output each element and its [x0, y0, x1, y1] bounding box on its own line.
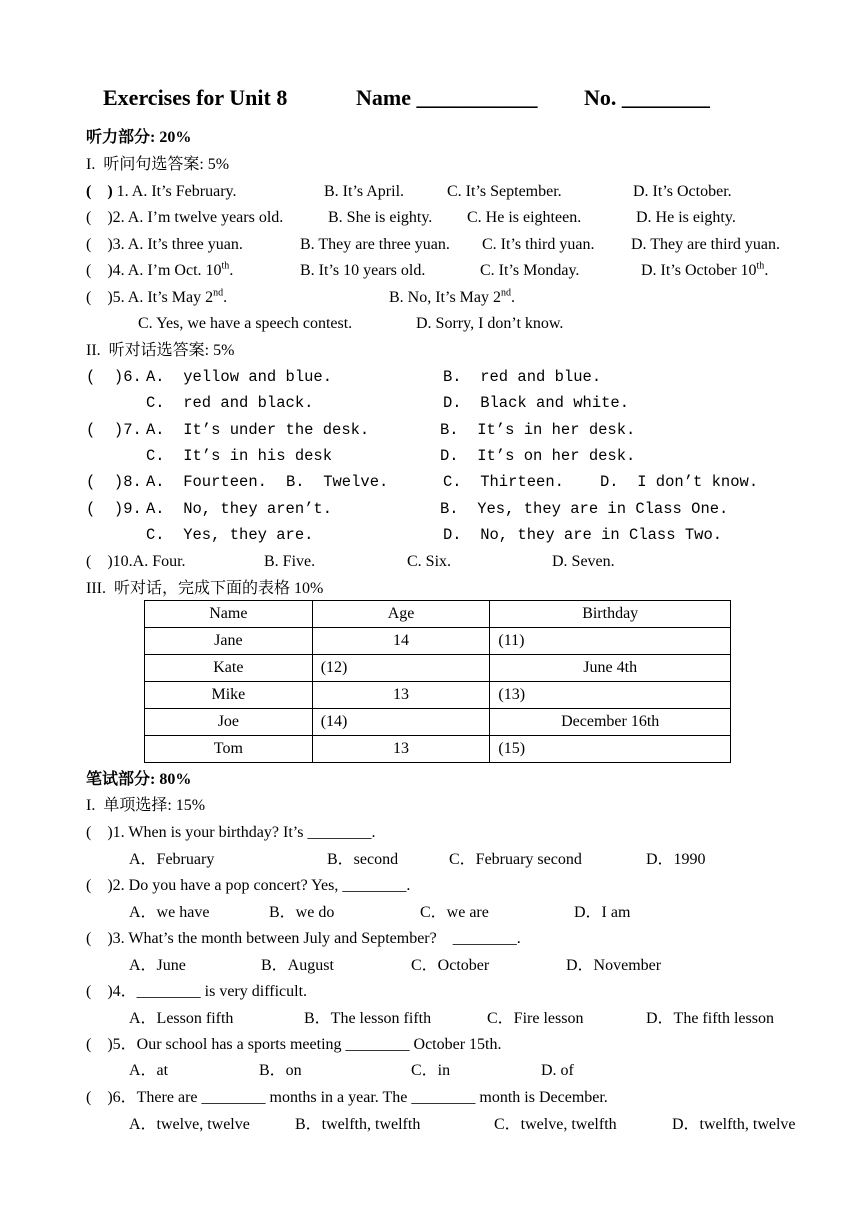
option-c: C．October	[411, 957, 490, 974]
question-text	[86, 287, 228, 306]
option-d-text: D. It’s October 10	[641, 262, 757, 279]
table-row	[145, 655, 731, 682]
question-text: ( )5．Our school has a sports meeting ________ October 15th.	[86, 1036, 502, 1053]
option-c: C. Thirteen.	[443, 473, 564, 491]
superscript: th	[756, 260, 765, 272]
option-d: D. No, they are in Class Two.	[443, 526, 723, 544]
option-d: D. They are third yuan.	[631, 236, 780, 253]
question-text: ( )4．________ is very difficult.	[86, 983, 308, 1000]
option-b-tail: .	[511, 289, 515, 306]
option-c: C．in	[411, 1062, 451, 1079]
worksheet-title: Exercises for Unit 8	[103, 85, 288, 110]
question-number: ( )6.	[86, 368, 142, 386]
option-d: D. of	[541, 1062, 574, 1079]
q1-stem: 1. A. It’s February.	[112, 183, 237, 200]
table-row	[145, 709, 731, 736]
question-text: ( )2. A. I’m twelve years old.	[86, 209, 284, 226]
birthday-table	[144, 600, 731, 763]
option-b: B. It’s 10 years old.	[300, 262, 426, 279]
option-b: B. It’s April.	[324, 183, 405, 200]
table-cell: Joe	[145, 709, 313, 736]
option-c: C. Six.	[407, 553, 452, 570]
table-cell: (15)	[490, 736, 731, 763]
q5-tail: .	[223, 289, 228, 306]
option-b: B．second	[327, 851, 399, 868]
listening-part1-title: I. 听问句选答案: 5%	[86, 156, 230, 173]
name-field-label: Name ___________	[356, 85, 538, 110]
option-d: D. Sorry, I don’t know.	[416, 315, 564, 332]
option-c: C. It’s Monday.	[480, 262, 580, 279]
option-b: B．on	[259, 1062, 302, 1079]
number-field-label: No. ________	[584, 85, 710, 110]
table-cell: Jane	[145, 628, 313, 655]
option-a: A．Lesson fifth	[129, 1010, 234, 1027]
option-d: D．The fifth lesson	[646, 1010, 774, 1027]
table-cell: June 4th	[490, 655, 731, 682]
option-c: C．twelve, twelfth	[494, 1116, 617, 1133]
option-b: B. Twelve.	[286, 473, 389, 491]
option-c: C. Yes, we have a speech contest.	[138, 315, 353, 332]
question-text: ( )2. Do you have a pop concert? Yes, ________.	[86, 877, 411, 894]
table-row	[145, 736, 731, 763]
question-text: ( )6．There are ________ months in a year. The ________ month is December.	[86, 1089, 608, 1106]
option-d: D. He is eighty.	[636, 209, 736, 226]
option-a: A. yellow and blue.	[146, 368, 333, 386]
option-a: A．twelve, twelve	[129, 1116, 250, 1133]
table-cell: 13	[312, 682, 490, 709]
table-cell: 13	[312, 736, 490, 763]
question-text	[86, 184, 237, 200]
table-cell: (13)	[490, 682, 731, 709]
q4-stem: ( )4. A. I’m Oct. 10	[86, 262, 222, 279]
option-c: C. red and black.	[146, 394, 314, 412]
option-d	[641, 260, 769, 279]
superscript: nd	[501, 287, 511, 299]
question-text	[86, 260, 234, 279]
option-c: C．we are	[420, 904, 489, 921]
option-b: B．twelfth, twelfth	[295, 1116, 421, 1133]
question-number: ( )8.	[86, 473, 142, 491]
option-b: B. They are three yuan.	[300, 236, 450, 253]
table-cell: (14)	[312, 709, 490, 736]
column-header: Age	[312, 601, 490, 628]
option-c: C．Fire lesson	[487, 1010, 584, 1027]
written-section-title: 笔试部分: 80%	[86, 771, 192, 788]
option-a: A. It’s under the desk.	[146, 421, 370, 439]
option-a: A．at	[129, 1062, 169, 1079]
option-d: D. It’s October.	[633, 183, 732, 200]
option-d: D．twelfth, twelve	[672, 1116, 796, 1133]
option-b: B. Five.	[264, 553, 316, 570]
option-d: D．November	[566, 957, 662, 974]
option-c: C．February second	[449, 851, 582, 868]
option-b: B．August	[261, 957, 334, 974]
option-a: A．February	[129, 851, 215, 868]
option-d: D. It’s on her desk.	[440, 447, 636, 465]
option-a: A．June	[129, 957, 186, 974]
option-d: D．I am	[574, 904, 631, 921]
option-b: B. It’s in her desk.	[440, 421, 636, 439]
option-a: A. No, they aren’t.	[146, 500, 333, 518]
question-text: ( )1. When is your birthday? It’s ________.	[86, 824, 376, 841]
option-c: C. It’s third yuan.	[482, 236, 595, 253]
option-d: D．1990	[646, 851, 706, 868]
q4-tail: .	[229, 262, 234, 279]
option-b-text: B. No, It’s May 2	[389, 289, 501, 306]
table-cell: (11)	[490, 628, 731, 655]
option-b: B．The lesson fifth	[304, 1010, 432, 1027]
table-row	[145, 628, 731, 655]
listening-part3-title: III. 听对话，完成下面的表格 10%	[86, 580, 324, 597]
option-b: B. red and blue.	[443, 368, 602, 386]
question-text: ( )10.A. Four.	[86, 553, 186, 570]
table-header-row	[145, 601, 731, 628]
question-number: ( )7.	[86, 421, 142, 439]
table-cell: December 16th	[490, 709, 731, 736]
option-d: D. Black and white.	[443, 394, 630, 412]
question-number: ( )9.	[86, 500, 142, 518]
table-cell: Mike	[145, 682, 313, 709]
option-d-tail: .	[764, 262, 769, 279]
option-d: D. Seven.	[552, 553, 615, 570]
table-cell: 14	[312, 628, 490, 655]
table-row	[145, 682, 731, 709]
option-b: B. Yes, they are in Class One.	[440, 500, 729, 518]
listening-part2-title: II. 听对话选答案: 5%	[86, 342, 235, 359]
answer-bracket: ( )	[86, 183, 113, 200]
option-c: C. Yes, they are.	[146, 526, 314, 544]
table-cell: (12)	[312, 655, 490, 682]
question-text: ( )3. A. It’s three yuan.	[86, 236, 243, 253]
listening-section-title: 听力部分: 20%	[86, 129, 192, 146]
written-part1-title: I. 单项选择: 15%	[86, 797, 206, 814]
column-header: Name	[145, 601, 313, 628]
option-d: D. I don’t know.	[600, 473, 759, 491]
q5-stem: ( )5. A. It’s May 2	[86, 289, 214, 306]
option-a: A．we have	[129, 904, 210, 921]
option-c: C. It’s in his desk	[146, 447, 333, 465]
option-b	[389, 287, 515, 306]
option-c: C. He is eighteen.	[467, 209, 582, 226]
question-text: ( )3. What’s the month between July and September? ________.	[86, 930, 521, 947]
option-b: B. She is eighty.	[328, 209, 433, 226]
superscript: nd	[213, 287, 224, 299]
option-b: B．we do	[269, 904, 335, 921]
table-cell: Kate	[145, 655, 313, 682]
option-c: C. It’s September.	[447, 183, 562, 200]
column-header: Birthday	[490, 601, 731, 628]
option-a: A. Fourteen.	[146, 473, 267, 491]
superscript: th	[221, 260, 230, 272]
table-cell: Tom	[145, 736, 313, 763]
